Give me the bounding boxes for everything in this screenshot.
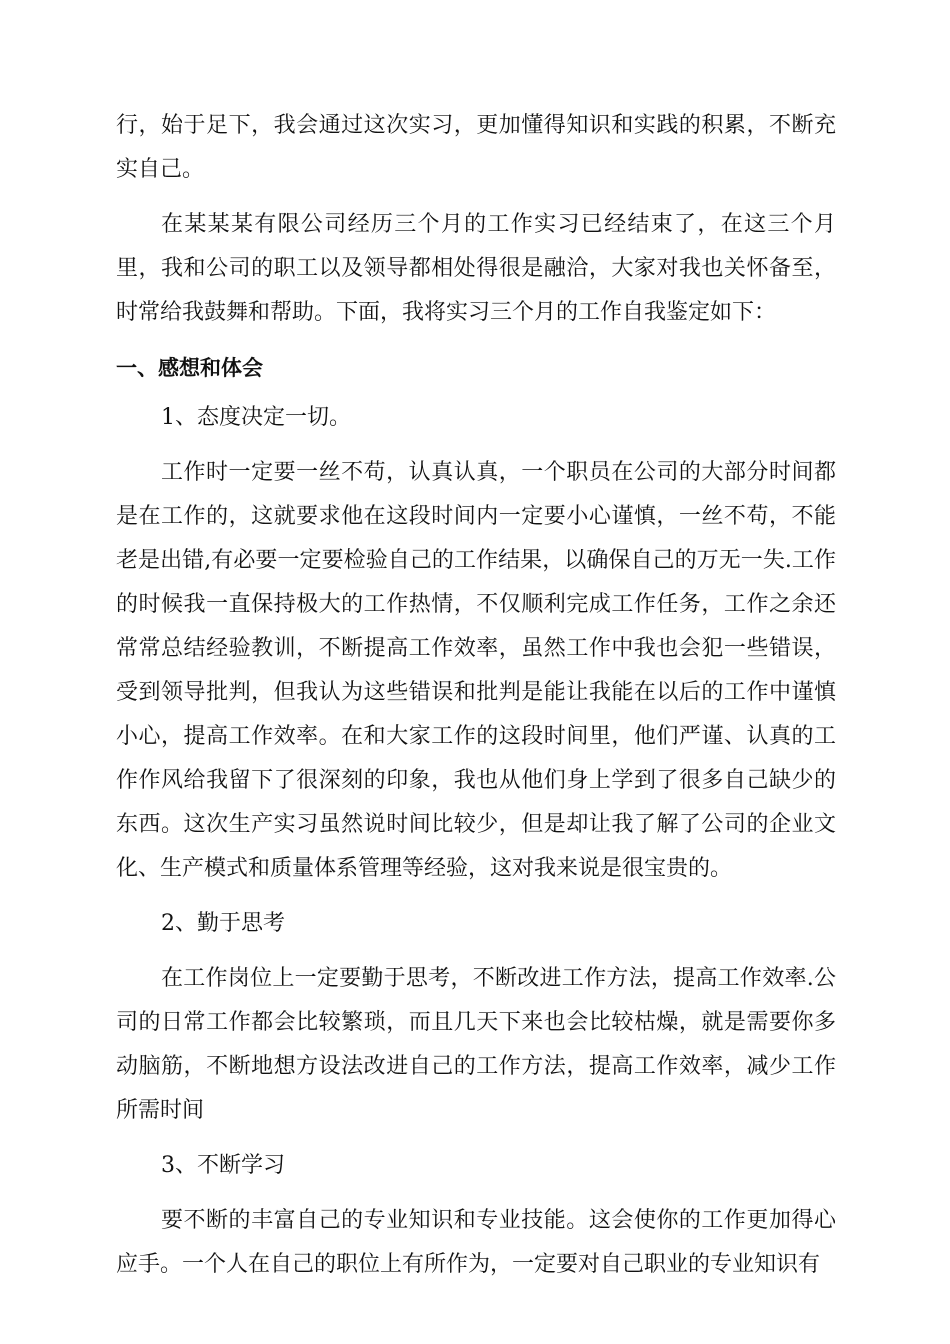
- item-title-attitude: 1、态度决定一切。: [161, 405, 351, 430]
- item-title-thinking: 2、勤于思考: [161, 911, 285, 936]
- item-body-learning: 要不断的丰富自己的专业知识和专业技能。这会使你的工作更加得心应手。一个人在自己的职位上有所作为，一定要对自己职业的专业知识有: [116, 1208, 836, 1277]
- document-body: [116, 104, 836, 1287]
- intro-continued-paragraph: 行，始于足下，我会通过这次实习，更加懂得知识和实践的积累，不断充实自己。: [116, 113, 836, 182]
- overview-paragraph: 在某某某有限公司经历三个月的工作实习已经结束了，在这三个月里，我和公司的职工以及领导都相处得很是融洽，大家对我也关怀备至，时常给我鼓舞和帮助。下面，我将实习三个月的工作自我鉴定如下：: [116, 212, 836, 325]
- section-heading-impressions: 一、感想和体会: [116, 356, 263, 380]
- item-title-learning: 3、不断学习: [161, 1153, 285, 1178]
- item-body-attitude: 工作时一定要一丝不苟，认真认真，一个职员在公司的大部分时间都是在工作的，这就要求他在这段时间内一定要小心谨慎，一丝不苟，不能老是出错,有必要一定要检验自己的工作结果，以确保自己的万无一失.工作的时候我一直保持极大的工作热情，不仅顺利完成工作任务，工作之余还常常总结经验教训，不断提高工作效率，虽然工作中我也会犯一些错误，受到领导批判，但我认为这些错误和批判是能让我能在以后的工作中谨慎小心，提高工作效率。在和大家工作的这段时间里，他们严谨、认真的工作作风给我留下了很深刻的印象，我也从他们身上学到了很多自己缺少的东西。这次生产实习虽然说时间比较少，但是却让我了解了公司的企业文化、生产模式和质量体系管理等经验，这对我来说是很宝贵的。: [116, 460, 836, 881]
- item-body-thinking: 在工作岗位上一定要勤于思考，不断改进工作方法，提高工作效率.公司的日常工作都会比较繁琐，而且几天下来也会比较枯燥，就是需要你多动脑筋，不断地想方设法改进自己的工作方法，提高工作效率，减少工作所需时间: [116, 966, 836, 1123]
